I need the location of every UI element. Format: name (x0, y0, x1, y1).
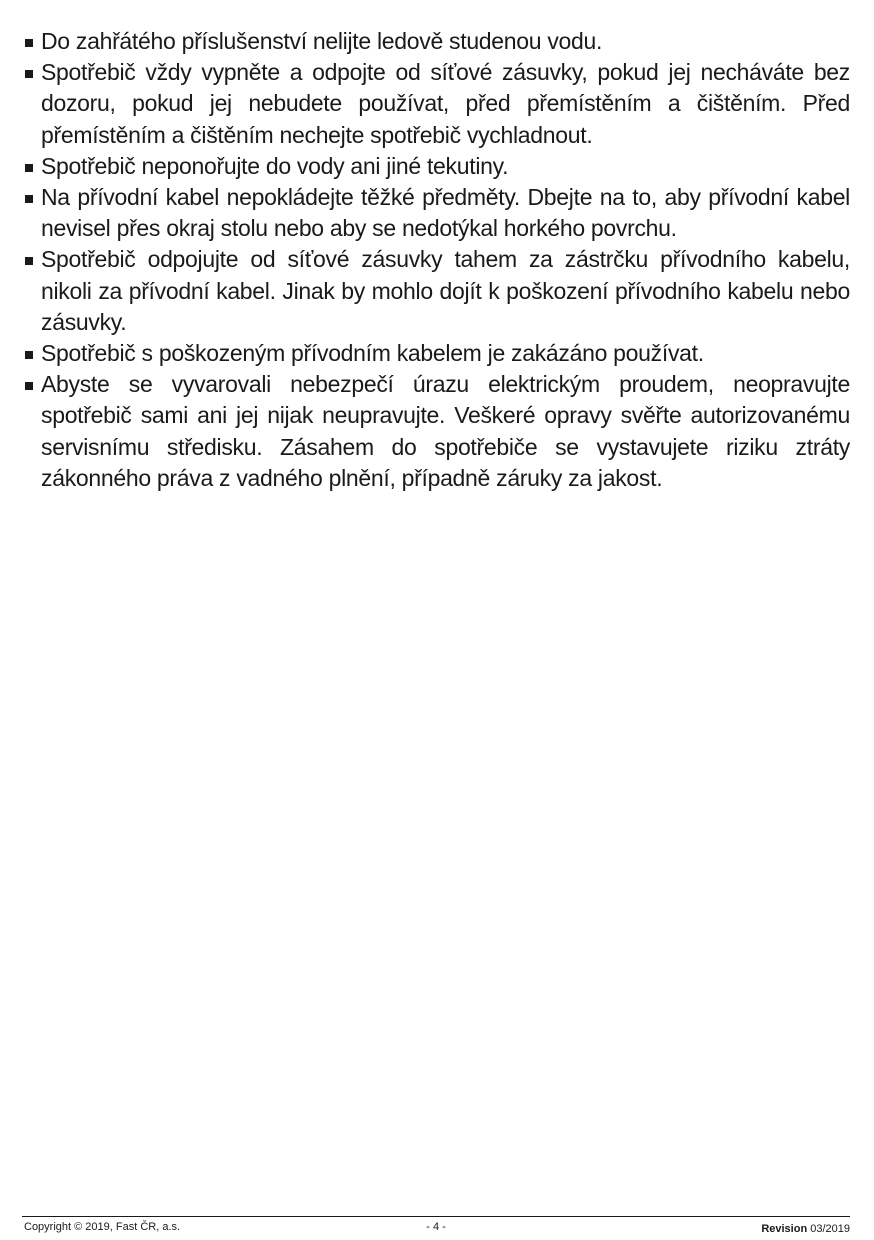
safety-instructions (22, 26, 850, 494)
revision-info (761, 1221, 850, 1237)
square-bullet-icon (25, 164, 33, 172)
instruction-text: Spotřebič vždy vypněte a odpojte od síťové zásuvky, pokud jej necháváte bez dozoru, pokud jej nebudete používat, před přemístěním a čištěním. Před přemístěním a čištěním nechejte spotřebič vychladnout. (41, 59, 850, 148)
list-item (22, 26, 850, 57)
instruction-text: Spotřebič odpojujte od síťové zásuvky tahem za zástrčku přívodního kabelu, nikoli za přívodní kabel. Jinak by mohlo dojít k poškození přívodního kabelu nebo zásuvky. (41, 246, 850, 335)
instruction-text: Na přívodní kabel nepokládejte těžké předměty. Dbejte na to, aby přívodní kabel nevisel přes okraj stolu nebo aby se nedotýkal horkého povrchu. (41, 184, 850, 242)
list-item (22, 182, 850, 244)
footer-divider (22, 1216, 850, 1217)
instruction-text: Spotřebič neponořujte do vody ani jiné tekutiny. (41, 152, 509, 179)
square-bullet-icon (25, 70, 33, 78)
list-item (22, 244, 850, 338)
revision-label: Revision (761, 1223, 808, 1235)
square-bullet-icon (25, 351, 33, 359)
list-item (22, 57, 850, 151)
instruction-text: Spotřebič s poškozeným přívodním kabelem je zakázáno používat. (41, 340, 704, 367)
square-bullet-icon (25, 382, 33, 390)
instruction-list (22, 26, 850, 494)
list-item (22, 338, 850, 369)
instruction-text: Abyste se vyvarovali nebezpečí úrazu elektrickým proudem, neopravujte spotřebič sami ani jej nijak neupravujte. Veškeré opravy svěřte autorizovanému servisnímu středisku. Zásahem do spotřebiče se vystavujete riziku ztráty zákonného práva z vadného plnění, případně záruky za jakost. (41, 371, 850, 491)
instruction-text: Do zahřátého příslušenství nelijte ledově studenou vodu. (41, 28, 603, 54)
page-footer (22, 1219, 850, 1235)
list-item (22, 151, 850, 182)
square-bullet-icon (25, 257, 33, 265)
revision-value: 03/2019 (810, 1223, 850, 1235)
copyright-text: Copyright © 2019, Fast ČR, a.s. (24, 1221, 181, 1233)
square-bullet-icon (25, 39, 33, 47)
page-number: - 4 - (426, 1221, 446, 1233)
square-bullet-icon (25, 195, 33, 203)
list-item (22, 369, 850, 494)
